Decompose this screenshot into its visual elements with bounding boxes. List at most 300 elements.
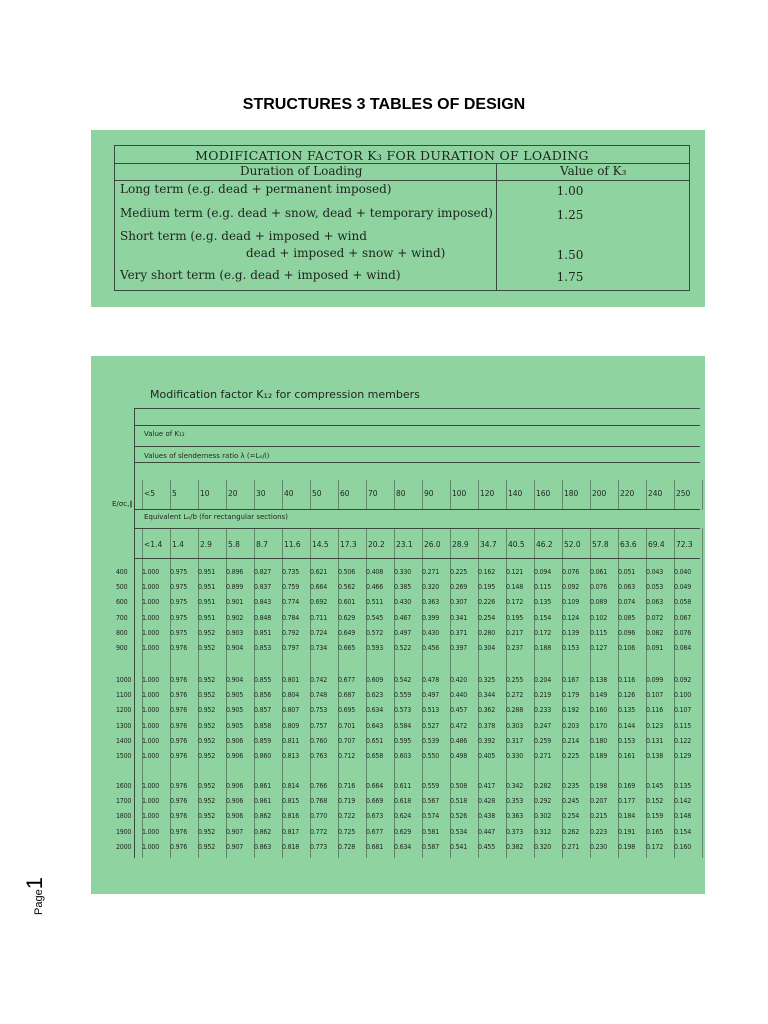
k12-value-cell: 0.192: [562, 706, 580, 714]
k12-value-cell: 0.486: [450, 737, 468, 745]
k12-value-cell: 0.170: [590, 722, 608, 730]
rule: [310, 480, 311, 510]
e-ratio-cell: 400: [116, 568, 128, 576]
k12-value-cell: 0.593: [366, 644, 384, 652]
rule: [134, 509, 700, 510]
k12-value-cell: 0.040: [674, 568, 692, 576]
e-ratio-cell: 1800: [116, 812, 132, 820]
k12-value-cell: 0.550: [422, 752, 440, 760]
k12-value-cell: 0.466: [366, 583, 384, 591]
k3-row-label-continued: dead + imposed + snow + wind): [246, 246, 446, 260]
k12-value-cell: 0.230: [590, 843, 608, 851]
k12-value-cell: 0.235: [562, 782, 580, 790]
k12-value-cell: 1.000: [142, 614, 160, 622]
k12-value-cell: 0.804: [282, 691, 300, 699]
k12-value-cell: 0.621: [310, 568, 328, 576]
page-number: 1: [22, 877, 47, 890]
k12-value-cell: 0.063: [646, 598, 664, 606]
le-b-header-cell: 52.0: [564, 540, 581, 549]
k12-value-cell: 0.043: [646, 568, 664, 576]
k12-value-cell: 0.896: [226, 568, 244, 576]
k12-value-cell: 0.976: [170, 752, 188, 760]
k12-value-cell: 0.526: [450, 812, 468, 820]
le-b-header-cell: 72.3: [676, 540, 693, 549]
k12-value-cell: 0.303: [506, 722, 524, 730]
k12-value-cell: 0.665: [338, 644, 356, 652]
page-number-label: [22, 877, 48, 915]
k12-value-cell: 0.906: [226, 737, 244, 745]
k12-value-cell: 0.522: [394, 644, 412, 652]
k12-value-cell: 0.952: [198, 676, 216, 684]
k12-value-cell: 0.907: [226, 828, 244, 836]
rule: [134, 462, 700, 463]
k12-value-cell: 0.067: [674, 614, 692, 622]
k12-value-cell: 0.624: [394, 812, 412, 820]
rule: [562, 480, 563, 510]
k12-value-cell: 0.320: [534, 843, 552, 851]
k12-value-cell: 0.976: [170, 828, 188, 836]
k12-value-cell: 0.255: [506, 676, 524, 684]
k12-value-cell: 0.094: [534, 568, 552, 576]
rule: [254, 480, 255, 510]
page-word: Page: [33, 889, 45, 915]
k12-value-cell: 0.271: [562, 843, 580, 851]
k12-value-cell: 0.116: [618, 676, 636, 684]
k12-value-cell: 0.312: [534, 828, 552, 836]
e-ratio-cell: 900: [116, 644, 128, 652]
k12-value-cell: 1.000: [142, 722, 160, 730]
k12-value-cell: 1.000: [142, 812, 160, 820]
k12-value-cell: 0.975: [170, 614, 188, 622]
lambda-header-cell: 5: [172, 489, 177, 498]
k12-value-cell: 0.759: [282, 583, 300, 591]
k12-value-cell: 0.188: [534, 644, 552, 652]
k12-value-cell: 0.269: [450, 583, 468, 591]
k12-value-cell: 0.172: [506, 598, 524, 606]
k12-value-cell: 0.837: [254, 583, 272, 591]
k12-value-cell: 0.618: [394, 797, 412, 805]
k12-value-cell: 0.408: [366, 568, 384, 576]
k3-row-value: 1.25: [556, 208, 584, 222]
k12-value-cell: 0.687: [338, 691, 356, 699]
k12-value-cell: 0.092: [562, 583, 580, 591]
rule: [702, 528, 703, 858]
k12-value-cell: 0.217: [506, 629, 524, 637]
k12-value-cell: 0.373: [506, 828, 524, 836]
rule: [134, 425, 700, 426]
k12-value-cell: 0.629: [394, 828, 412, 836]
k12-value-cell: 0.572: [366, 629, 384, 637]
k12-value-cell: 0.976: [170, 812, 188, 820]
k12-value-cell: 0.302: [534, 812, 552, 820]
k12-value-cell: 0.952: [198, 706, 216, 714]
lambda-header-cell: 220: [620, 489, 635, 498]
k12-value-cell: 0.121: [506, 568, 524, 576]
lambda-header-cell: 160: [536, 489, 551, 498]
k12-value-cell: 0.092: [674, 676, 692, 684]
k12-value-cell: 0.219: [534, 691, 552, 699]
k12-value-cell: 0.145: [646, 782, 664, 790]
k12-value-cell: 0.074: [618, 598, 636, 606]
k12-value-cell: 0.162: [478, 568, 496, 576]
k12-value-cell: 1.000: [142, 782, 160, 790]
rule: [114, 145, 115, 291]
e-ratio-cell: 600: [116, 598, 128, 606]
k3-row-value: 1.75: [556, 270, 584, 284]
k12-value-cell: 0.952: [198, 644, 216, 652]
rule: [646, 480, 647, 510]
k12-value-cell: 0.853: [254, 644, 272, 652]
k12-value-cell: 0.664: [366, 782, 384, 790]
k12-value-cell: 0.154: [674, 828, 692, 836]
k12-value-cell: 0.317: [506, 737, 524, 745]
k12-value-cell: 0.905: [226, 706, 244, 714]
e-ratio-cell: 1700: [116, 797, 132, 805]
rule: [134, 408, 135, 858]
k12-value-cell: 0.748: [310, 691, 328, 699]
k12-value-cell: 0.760: [310, 737, 328, 745]
k12-value-cell: 0.906: [226, 752, 244, 760]
k12-value-cell: 0.135: [618, 706, 636, 714]
rule: [134, 558, 700, 559]
k12-value-cell: 0.952: [198, 782, 216, 790]
k12-value-cell: 0.148: [506, 583, 524, 591]
le-b-header-cell: 23.1: [396, 540, 413, 549]
k12-value-cell: 0.102: [590, 614, 608, 622]
k12-value-cell: 0.447: [478, 828, 496, 836]
k12-value-cell: 0.518: [450, 797, 468, 805]
k3-row-label: Long term (e.g. dead + permanent imposed): [120, 182, 392, 196]
e-ratio-cell: 1000: [116, 676, 132, 684]
k12-value-cell: 0.405: [478, 752, 496, 760]
k12-value-cell: 0.643: [366, 722, 384, 730]
k12-value-cell: 0.855: [254, 676, 272, 684]
e-ratio-cell: 1300: [116, 722, 132, 730]
k12-value-cell: 0.634: [366, 706, 384, 714]
k12-value-cell: 0.169: [618, 782, 636, 790]
rule: [134, 528, 700, 529]
k12-value-cell: 0.975: [170, 629, 188, 637]
k12-value-cell: 0.792: [282, 629, 300, 637]
lambda-header-cell: 50: [312, 489, 322, 498]
k12-value-cell: 0.076: [562, 568, 580, 576]
k12-value-cell: 0.160: [674, 843, 692, 851]
k12-value-cell: 1.000: [142, 598, 160, 606]
k12-value-cell: 0.976: [170, 843, 188, 851]
k12-value-cell: 0.534: [450, 828, 468, 836]
k12-value-cell: 1.000: [142, 629, 160, 637]
k12-value-cell: 0.091: [646, 644, 664, 652]
k12-equivalent-label: Equivalent Lₑ/b (for rectangular sections): [144, 513, 288, 521]
k12-value-cell: 0.099: [646, 676, 664, 684]
k12-value-cell: 0.109: [562, 598, 580, 606]
k12-value-cell: 0.428: [478, 797, 496, 805]
k12-value-cell: 0.215: [590, 812, 608, 820]
k12-value-cell: 0.063: [618, 583, 636, 591]
le-b-header-cell: 63.6: [620, 540, 637, 549]
k12-value-cell: 0.951: [198, 614, 216, 622]
k12-value-cell: 0.247: [534, 722, 552, 730]
k12-value-cell: 0.809: [282, 722, 300, 730]
k12-value-cell: 0.681: [366, 843, 384, 851]
k12-value-cell: 0.695: [338, 706, 356, 714]
k12-value-cell: 0.184: [618, 812, 636, 820]
k12-value-cell: 0.861: [254, 797, 272, 805]
k12-value-cell: 0.214: [562, 737, 580, 745]
e-ratio-cell: 1500: [116, 752, 132, 760]
k12-value-cell: 0.282: [534, 782, 552, 790]
k12-value-cell: 0.952: [198, 722, 216, 730]
k12-value-cell: 0.161: [618, 752, 636, 760]
lambda-header-cell: 200: [592, 489, 607, 498]
k12-value-cell: 0.154: [534, 614, 552, 622]
k12-value-cell: 0.843: [254, 598, 272, 606]
k12-value-cell: 0.862: [254, 812, 272, 820]
k12-value-cell: 0.330: [394, 568, 412, 576]
e-ratio-cell: 800: [116, 629, 128, 637]
k12-value-cell: 0.148: [674, 812, 692, 820]
k12-value-cell: 0.677: [338, 676, 356, 684]
k12-value-cell: 0.245: [562, 797, 580, 805]
k3-row-label: Very short term (e.g. dead + imposed + wind): [120, 268, 401, 282]
k12-value-cell: 0.753: [310, 706, 328, 714]
k12-value-cell: 0.191: [618, 828, 636, 836]
e-ratio-cell: 1100: [116, 691, 132, 699]
rule: [534, 480, 535, 510]
k12-value-cell: 0.292: [534, 797, 552, 805]
k12-value-cell: 0.711: [310, 614, 328, 622]
lambda-header-cell: 250: [676, 489, 691, 498]
k12-value-cell: 0.254: [478, 614, 496, 622]
k12-value-cell: 0.307: [450, 598, 468, 606]
k12-value-cell: 0.385: [394, 583, 412, 591]
k12-value-cell: 0.860: [254, 752, 272, 760]
k12-value-cell: 0.609: [366, 676, 384, 684]
k12-value-cell: 0.664: [310, 583, 328, 591]
k12-value-cell: 0.198: [618, 843, 636, 851]
rule: [702, 480, 703, 510]
k12-value-cell: 0.757: [310, 722, 328, 730]
k12-value-cell: 0.123: [646, 722, 664, 730]
lambda-header-cell: 10: [200, 489, 210, 498]
k12-value-cell: 0.669: [366, 797, 384, 805]
k12-value-cell: 0.763: [310, 752, 328, 760]
k12-slenderness-label: Values of slenderness ratio λ (=Lₑ/i): [144, 452, 270, 460]
k12-value-cell: 0.180: [590, 737, 608, 745]
k12-value-cell: 0.774: [282, 598, 300, 606]
k12-value-cell: 0.905: [226, 722, 244, 730]
k12-value-cell: 0.952: [198, 812, 216, 820]
lambda-header-cell: 30: [256, 489, 266, 498]
k12-value-cell: 1.000: [142, 568, 160, 576]
k12-value-cell: 0.951: [198, 583, 216, 591]
k12-value-cell: 0.106: [618, 644, 636, 652]
k12-value-cell: 0.807: [282, 706, 300, 714]
k12-value-cell: 0.797: [282, 644, 300, 652]
k12-value-cell: 0.259: [534, 737, 552, 745]
lambda-header-cell: 60: [340, 489, 350, 498]
le-b-header-cell: 28.9: [452, 540, 469, 549]
le-b-header-cell: 57.8: [592, 540, 609, 549]
k12-value-cell: 0.902: [226, 614, 244, 622]
k12-value-cell: 0.906: [226, 812, 244, 820]
k12-value-cell: 0.271: [422, 568, 440, 576]
k12-value-cell: 0.049: [674, 583, 692, 591]
e-ratio-cell: 1600: [116, 782, 132, 790]
k12-value-cell: 0.511: [366, 598, 384, 606]
k12-value-cell: 0.581: [422, 828, 440, 836]
k12-value-cell: 0.362: [478, 706, 496, 714]
k12-value-cell: 0.527: [422, 722, 440, 730]
k12-value-cell: 0.172: [534, 629, 552, 637]
lambda-header-cell: 40: [284, 489, 294, 498]
rule: [618, 480, 619, 510]
k12-value-cell: 0.363: [506, 812, 524, 820]
k12-value-cell: 0.497: [422, 691, 440, 699]
rule: [450, 480, 451, 510]
k12-value-cell: 0.126: [618, 691, 636, 699]
k12-value-cell: 0.952: [198, 737, 216, 745]
k12-value-cell: 0.976: [170, 706, 188, 714]
k12-value-cell: 0.172: [646, 843, 664, 851]
k12-value-cell: 0.907: [226, 843, 244, 851]
k12-value-cell: 1.000: [142, 752, 160, 760]
k12-value-cell: 0.330: [506, 752, 524, 760]
k12-value-cell: 0.417: [478, 782, 496, 790]
k12-value-cell: 0.089: [590, 598, 608, 606]
k12-value-label: Value of K₁₂: [144, 430, 185, 438]
k3-row-value: 1.50: [556, 248, 584, 262]
k12-value-cell: 0.545: [366, 614, 384, 622]
k12-value-cell: 0.288: [506, 706, 524, 714]
k12-value-cell: 0.076: [674, 629, 692, 637]
k12-value-cell: 0.815: [282, 797, 300, 805]
k12-value-cell: 0.811: [282, 737, 300, 745]
k12-value-cell: 0.115: [534, 583, 552, 591]
k12-value-cell: 0.658: [366, 752, 384, 760]
k12-value-cell: 0.304: [478, 644, 496, 652]
document-title: STRUCTURES 3 TABLES OF DESIGN: [242, 96, 526, 113]
k12-value-cell: 0.562: [338, 583, 356, 591]
k12-value-cell: 0.177: [618, 797, 636, 805]
k12-value-cell: 0.906: [226, 797, 244, 805]
k12-value-cell: 0.859: [254, 737, 272, 745]
k12-value-cell: 0.144: [618, 722, 636, 730]
le-b-header-cell: 2.9: [200, 540, 212, 549]
k12-value-cell: 0.342: [506, 782, 524, 790]
k12-value-cell: 0.320: [422, 583, 440, 591]
k3-table-title: MODIFICATION FACTOR K₃ FOR DURATION OF LOADING: [195, 148, 589, 163]
k12-value-cell: 0.863: [254, 843, 272, 851]
k12-value-cell: 0.623: [366, 691, 384, 699]
k12-value-cell: 0.801: [282, 676, 300, 684]
k12-value-cell: 0.131: [646, 737, 664, 745]
k12-value-cell: 0.692: [310, 598, 328, 606]
k12-value-cell: 0.634: [394, 843, 412, 851]
k12-value-cell: 0.601: [338, 598, 356, 606]
k12-value-cell: 0.712: [338, 752, 356, 760]
k12-value-cell: 0.058: [674, 598, 692, 606]
k12-value-cell: 0.344: [478, 691, 496, 699]
k12-value-cell: 0.719: [338, 797, 356, 805]
k12-value-cell: 0.651: [366, 737, 384, 745]
k12-value-cell: 0.904: [226, 676, 244, 684]
le-b-header-cell: 26.0: [424, 540, 441, 549]
k12-value-cell: 0.848: [254, 614, 272, 622]
rule: [422, 480, 423, 510]
k12-value-cell: 0.124: [562, 614, 580, 622]
k12-value-cell: 0.976: [170, 737, 188, 745]
k12-value-cell: 0.233: [534, 706, 552, 714]
k3-col-header-value: Value of K₃: [560, 164, 627, 178]
k12-value-cell: 0.559: [422, 782, 440, 790]
k12-value-cell: 0.179: [562, 691, 580, 699]
k12-value-cell: 0.226: [478, 598, 496, 606]
k12-value-cell: 1.000: [142, 691, 160, 699]
k12-value-cell: 0.478: [422, 676, 440, 684]
k12-value-cell: 0.204: [534, 676, 552, 684]
k12-value-cell: 0.952: [198, 691, 216, 699]
rule: [282, 480, 283, 510]
k12-value-cell: 0.952: [198, 752, 216, 760]
k12-value-cell: 0.195: [478, 583, 496, 591]
k12-value-cell: 1.000: [142, 737, 160, 745]
k12-value-cell: 1.000: [142, 583, 160, 591]
k12-value-cell: 0.237: [506, 644, 524, 652]
e-ratio-cell: 700: [116, 614, 128, 622]
rule: [496, 163, 497, 290]
rule: [590, 480, 591, 510]
k12-value-cell: 0.440: [450, 691, 468, 699]
k12-value-cell: 1.000: [142, 676, 160, 684]
k12-value-cell: 0.262: [562, 828, 580, 836]
rule: [142, 480, 143, 510]
rule: [674, 480, 675, 510]
k12-value-cell: 0.976: [170, 797, 188, 805]
k12-value-cell: 0.223: [590, 828, 608, 836]
k12-value-cell: 0.818: [282, 843, 300, 851]
k12-value-cell: 0.225: [450, 568, 468, 576]
k12-value-cell: 0.160: [590, 706, 608, 714]
k12-value-cell: 0.115: [674, 722, 692, 730]
k12-value-cell: 0.735: [282, 568, 300, 576]
k12-value-cell: 0.742: [310, 676, 328, 684]
k12-value-cell: 0.129: [674, 752, 692, 760]
le-b-header-cell: 40.5: [508, 540, 525, 549]
rule: [198, 480, 199, 510]
k12-value-cell: 0.899: [226, 583, 244, 591]
k12-value-cell: 0.392: [478, 737, 496, 745]
k12-value-cell: 0.976: [170, 691, 188, 699]
k12-value-cell: 0.497: [394, 629, 412, 637]
le-b-header-cell: 8.7: [256, 540, 268, 549]
k12-value-cell: 0.725: [338, 828, 356, 836]
k12-value-cell: 0.272: [506, 691, 524, 699]
k12-value-cell: 0.353: [506, 797, 524, 805]
k12-value-cell: 0.707: [338, 737, 356, 745]
k12-value-cell: 0.952: [198, 797, 216, 805]
k12-value-cell: 0.467: [394, 614, 412, 622]
k12-value-cell: 0.976: [170, 722, 188, 730]
k12-value-cell: 0.382: [506, 843, 524, 851]
e-ratio-cell: 500: [116, 583, 128, 591]
rule: [506, 480, 507, 510]
k12-value-cell: 0.378: [478, 722, 496, 730]
lambda-header-cell: 240: [648, 489, 663, 498]
rule: [114, 145, 690, 146]
k12-value-cell: 0.573: [394, 706, 412, 714]
k12-value-cell: 0.341: [450, 614, 468, 622]
